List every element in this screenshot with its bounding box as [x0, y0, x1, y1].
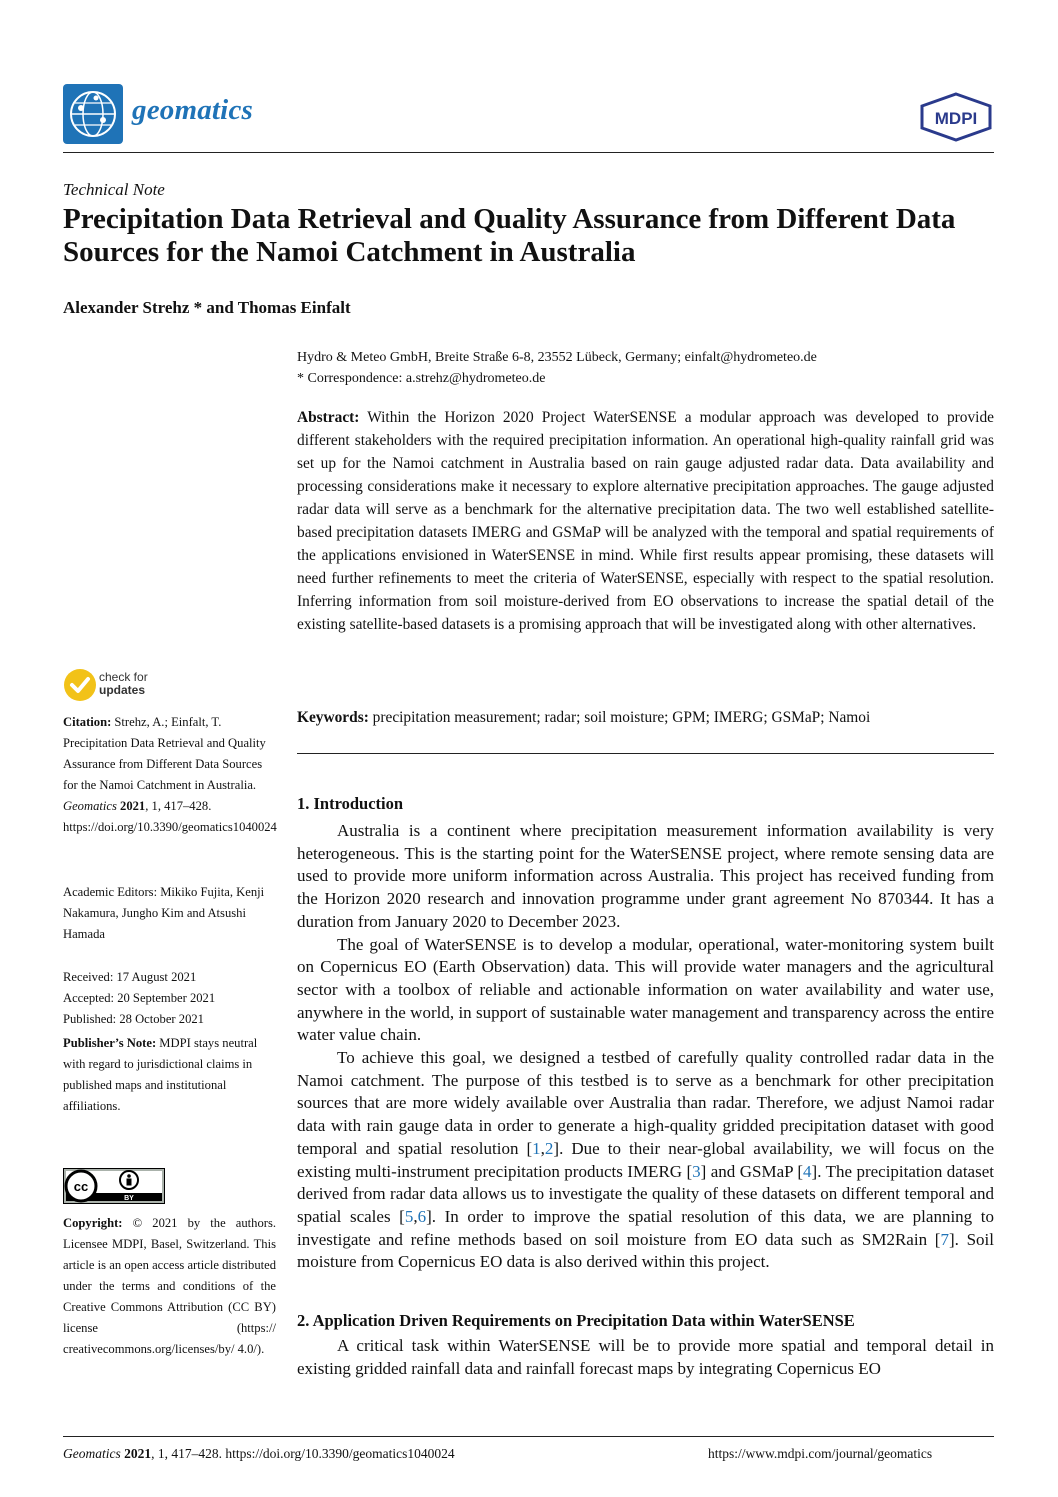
citation-volume-doi: , 1, 417–428. https://doi.org/10.3390/geomatics1040024	[63, 799, 277, 834]
dates-block	[63, 967, 276, 1030]
published-date: Published: 28 October 2021	[63, 1012, 204, 1026]
abstract-divider	[297, 753, 994, 754]
citation-year: 2021	[120, 799, 146, 813]
citation-journal: Geomatics	[63, 799, 117, 813]
abstract-label: Abstract:	[297, 409, 360, 426]
paragraph-text: ]. In order to improve the spatial resolution of this data, we are planning to investigate and refine methods based on soil moisture from EO data such as SM2Rain [	[297, 1206, 994, 1249]
paragraph: Australia is a continent where precipitation measurement information availability is very heterogeneous. This is the starting point for the WaterSENSE project, where remote sensing data are used to provide more uniform information across Australia. This project has received funding from the Horizon 2020 research and innovation programme under grant agreement No 870344. It has a duration from January 2020 to December 2023.	[297, 821, 994, 931]
mdpi-logo-text: MDPI	[934, 109, 978, 128]
by-text: BY	[124, 1195, 134, 1202]
paragraph: The goal of WaterSENSE is to develop a modular, operational, water-monitoring system built on Copernicus EO (Earth Observation) data. This will provide water managers and the agricultural sector with a toolbox of reliable and actionable information on water availability and water use, anywhere in the world, in support of sustainable water management and transparency across the entire water value chain.	[297, 934, 994, 1045]
accepted-date: Accepted: 20 September 2021	[63, 991, 216, 1005]
section-heading-introduction: 1. Introduction	[297, 794, 404, 813]
check-label-line2: updates	[99, 683, 146, 697]
affiliation: Hydro & Meteo GmbH, Breite Straße 6-8, 23552 Lübeck, Germany; einfalt@hydrometeo.de	[297, 350, 817, 365]
cc-text: cc	[73, 1179, 89, 1194]
keywords-text: precipitation measurement; radar; soil moisture; GPM; IMERG; GSMaP; Namoi	[368, 709, 871, 726]
keywords-label: Keywords:	[297, 709, 369, 726]
header-divider	[63, 152, 994, 153]
footer-journal: Geomatics	[63, 1446, 121, 1461]
footer-journal-url[interactable]: https://www.mdpi.com/journal/geomatics	[708, 1446, 933, 1461]
correspondence: * Correspondence: a.strehz@hydrometeo.de	[297, 371, 546, 386]
introduction-body	[297, 820, 994, 1274]
requirements-body	[297, 1335, 994, 1380]
citation-link[interactable]: 6	[417, 1206, 427, 1226]
citation-label: Citation:	[63, 715, 112, 729]
received-date: Received: 17 August 2021	[63, 970, 197, 984]
footer-year: 2021	[124, 1446, 152, 1461]
keywords	[297, 706, 994, 729]
article-authors: Alexander Strehz * and Thomas Einfalt	[63, 298, 351, 317]
citation-block	[63, 712, 276, 838]
journal-name: geomatics	[132, 94, 254, 126]
publishers-note-label: Publisher’s Note:	[63, 1036, 157, 1050]
section-heading-requirements: 2. Application Driven Requirements on Precipitation Data within WaterSENSE	[297, 1311, 855, 1330]
academic-editors: Academic Editors: Mikiko Fujita, Kenji Nakamura, Jungho Kim and Atsushi Hamada	[63, 885, 265, 941]
citation-link[interactable]: 1	[532, 1138, 541, 1158]
citation-link[interactable]: 3	[692, 1161, 701, 1181]
article-title: Precipitation Data Retrieval and Quality Assurance from Different Data Sources for the Namoi Catchment in Australia	[63, 203, 956, 268]
citation-link[interactable]: 2	[544, 1138, 554, 1158]
abstract	[297, 406, 994, 636]
paragraph-text: ]. Soil moisture from Copernicus EO data is also derived within this project.	[297, 1229, 994, 1272]
article-type: Technical Note	[63, 180, 165, 199]
paragraph-text: To achieve this goal, we designed a testbed of carefully quality controlled radar data in the Namoi catchment. The purpose of this testbed is to serve as a benchmark for other precipitation sources that are more widely available over Australia than radar. Therefore, we adjust Namoi radar data with rain gauge data in order to generate a high-quality gridded precipitation dataset with good temporal and spatial resolution [	[297, 1048, 994, 1158]
abstract-text: Within the Horizon 2020 Project WaterSENSE a modular approach was developed to provide different stakeholders with the required precipitation information. An operational high-quality rainfall grid was set up for the Namoi catchment in Australia based on rain gauge adjusted radar data. Data availability and processing considerations make it necessary to explore alternative precipitation approaches. The gauge adjusted radar data will serve as a benchmark for the alternative precipitation data. The two well established satellite-based precipitation datasets IMERG and GSMaP will be analyzed with the temporal and spatial requirements of the applications envisioned in WaterSENSE in mind. While first results appear promising, these datasets will need further refinements to meet the criteria of WaterSENSE, especially with respect to the spatial resolution. Inferring information from soil moisture-derived from EO observations to increase the spatial detail of the existing satellite-based datasets is a promising approach that will be investigated along with other alternatives.	[297, 409, 994, 633]
copyright-label: Copyright:	[63, 1216, 123, 1230]
footer-doi[interactable]: , 1, 417–428. https://doi.org/10.3390/geomatics1040024	[151, 1446, 455, 1461]
check-for-updates-badge[interactable]	[63, 668, 163, 704]
paragraph: A critical task within WaterSENSE will be to provide more spatial and temporal detail in existing gridded rainfall data and rainfall forecast maps by integrating Copernicus EO	[297, 1336, 994, 1378]
paragraph-text: ]. The precipitation dataset derived from radar data allows us to investigate the quality of these datasets on different temporal and spatial scales [	[297, 1161, 994, 1226]
paragraph-text: ] and GSMaP [	[700, 1161, 804, 1181]
citation-link[interactable]: 5	[404, 1206, 414, 1226]
citation-link[interactable]: 4	[803, 1161, 812, 1181]
check-for-updates-label	[99, 671, 148, 697]
mdpi-logo-icon	[918, 92, 994, 142]
affiliation-block	[297, 347, 997, 389]
publishers-note	[63, 1033, 276, 1117]
check-label-line1: check for	[99, 670, 148, 684]
copyright-block	[63, 1213, 276, 1360]
globe-logo-icon	[63, 84, 123, 144]
check-updates-icon	[63, 668, 97, 702]
cc-by-license-icon[interactable]	[63, 1168, 165, 1204]
footer-divider	[63, 1436, 994, 1437]
paragraph-text: ]. Due to their near-global availability, we will focus on the existing multi-instrument precipitation products IMERG [	[297, 1138, 995, 1181]
copyright-text: © 2021 by the authors. Licensee MDPI, Basel, Switzerland. This article is an open access article distributed under the terms and conditions of the Creative Commons Attribution (CC BY) license (https:// creativecommons.org/licenses/by/ 4.0/).	[63, 1216, 276, 1356]
footer-citation	[63, 1446, 455, 1462]
citation-link[interactable]: 7	[940, 1229, 949, 1249]
citation-text: Strehz, A.; Einfalt, T. Precipitation Data Retrieval and Quality Assurance from Different Data Sources for the Namoi Catchment in Australia.	[63, 715, 266, 792]
publishers-note-text: MDPI stays neutral with regard to jurisdictional claims in published maps and institutional affiliations.	[63, 1036, 258, 1113]
paragraph: To achieve this goal, we designed a testbed of carefully quality controlled radar data in the Namoi catchment. The purpose of this testbed is to serve as a benchmark for other precipitation sources that are more widely available over Australia than radar. Therefore, we adjust Namoi radar data with rain gauge data in order to generate a high-quality gridded precipitation dataset with good temporal and spatial resolution [1,2]. Due to their near-global availability, we will focus on the existing multi-instrument precipitation products IMERG [3] and GSMaP [4]. The precipitation dataset derived from radar data allows us to investigate the quality of these datasets on different temporal and spatial scales [5,6]. In order to improve the spatial resolution of this data, we are planning to investigate and refine methods based on soil moisture from EO data such as SM2Rain [7]. Soil moisture from Copernicus EO data is also derived within this project.	[297, 1048, 995, 1272]
